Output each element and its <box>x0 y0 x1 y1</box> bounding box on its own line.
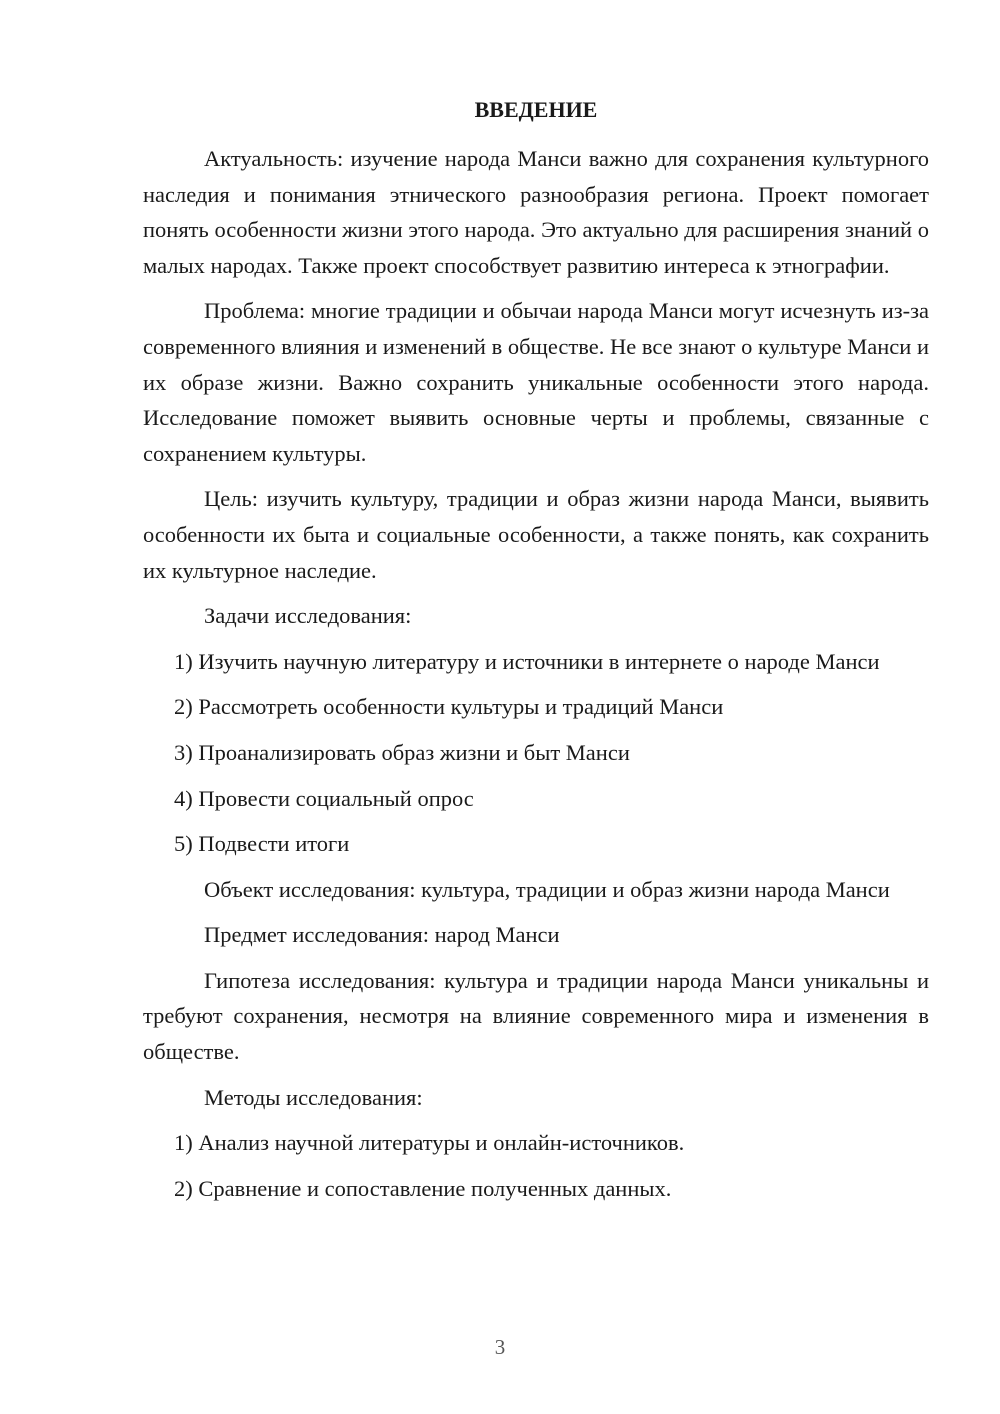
methods-heading: Методы исследования: <box>204 1084 423 1110</box>
subject-paragraph: Предмет исследования: народ Манси <box>204 922 560 948</box>
tasks-heading: Задачи исследования: <box>204 603 412 629</box>
section-title: ВВЕДЕНИЕ <box>474 97 598 122</box>
relevance-paragraph: Актуальность: изучение народа Манси важно для сохранения культурного наследия и понимания этнического разнообразия региона. Проект помогает понять особенности жизни этого народа. Это актуально для расширения знаний о малых народах. Также проект способствует развитию интереса к этнографии. <box>143 146 929 278</box>
object-paragraph: Объект исследования: культура, традиции и образ жизни народа Манси <box>204 876 890 902</box>
task-item: 3) Проанализировать образ жизни и быт Манси <box>174 739 630 765</box>
document-page <box>143 96 929 1206</box>
task-item: 4) Провести социальный опрос <box>174 785 474 811</box>
page-number: 3 <box>494 1335 506 1359</box>
goal-paragraph: Цель: изучить культуру, традиции и образ жизни народа Манси, выявить особенности их быта и социальные особенности, а также понять, как сохранить их культурное наследие. <box>143 486 929 583</box>
task-item: 2) Рассмотреть особенности культуры и традиций Манси <box>174 694 724 720</box>
method-item: 2) Сравнение и сопоставление полученных данных. <box>174 1175 672 1201</box>
hypothesis-paragraph: Гипотеза исследования: культура и традиции народа Манси уникальны и требуют сохранения, несмотря на влияние современного мира и изменения в обществе. <box>143 967 929 1065</box>
method-item: 1) Анализ научной литературы и онлайн-источников. <box>174 1130 685 1156</box>
task-item: 5) Подвести итоги <box>174 831 350 857</box>
problem-paragraph: Проблема: многие традиции и обычаи народа Манси могут исчезнуть из-за современного влияния и изменений в обществе. Не все знают о культуре Манси и их образе жизни. Важно сохранить уникальные особенности этого народа. Исследование поможет выявить основные черты и проблемы, связанные с сохранением культуры. <box>143 298 929 466</box>
task-item: 1) Изучить научную литературу и источники в интернете о народе Манси <box>174 648 880 674</box>
